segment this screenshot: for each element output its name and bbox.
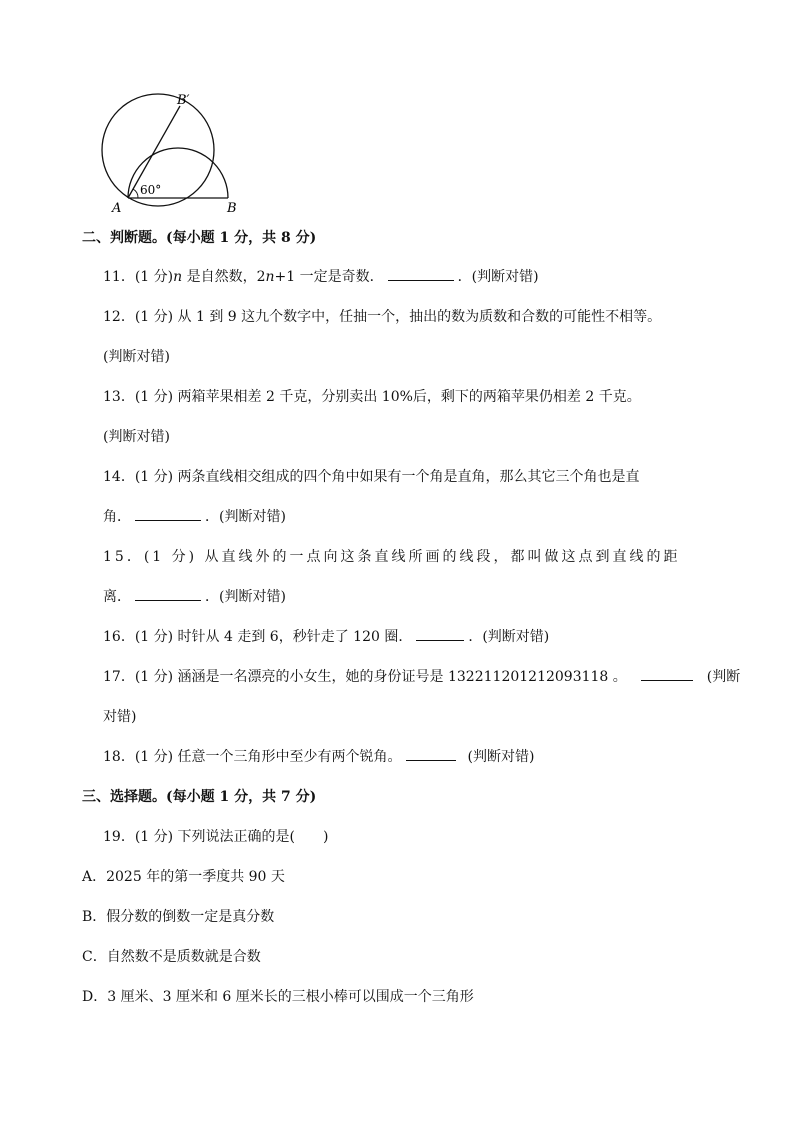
q19-option-d[interactable]: D．3 厘米、3 厘米和 6 厘米长的三根小棒可以围成一个三角形 xyxy=(82,989,474,1005)
q11-var-n: n xyxy=(173,269,183,285)
point-b-prime-label: B′ xyxy=(177,93,190,108)
q18-text-b: (判断对错) xyxy=(467,749,535,765)
q19-option-c[interactable]: C．自然数不是质数就是合数 xyxy=(82,949,261,965)
q11-answer-blank[interactable] xyxy=(388,266,454,281)
q11-text-a: 是自然数，2 xyxy=(182,269,266,285)
q11-suffix: ．(判断对错) xyxy=(457,269,539,285)
q15-answer-blank[interactable] xyxy=(135,586,201,601)
q14-answer-blank[interactable] xyxy=(135,506,201,521)
section-2-heading: 二、判断题。(每小题 1 分，共 8 分) xyxy=(82,230,317,246)
q14-line1: 14．(1 分) 两条直线相交组成的四个角中如果有一个角是直角，那么其它三个角也是直 xyxy=(103,469,640,485)
question-17 xyxy=(103,666,740,686)
q15-line2-b: ．(判断对错) xyxy=(205,589,286,605)
angle-label: 60° xyxy=(140,183,162,197)
q18-answer-blank[interactable] xyxy=(406,746,456,761)
q16-text-a: 16．(1 分) 时针从 4 走到 6，秒针走了 120 圈． xyxy=(103,629,413,645)
q17-text-a: 17．(1 分) 涵涵是一名漂亮的小女生，她的身份证号是 132211201212093118 。 xyxy=(103,669,627,685)
q14-line2 xyxy=(103,506,286,526)
q15-line2 xyxy=(103,586,286,606)
q19-option-a[interactable]: A．2025 年的第一季度共 90 天 xyxy=(82,869,285,885)
q14-line2-b: ．(判断对错) xyxy=(205,509,286,525)
q11-var-n2: n xyxy=(265,269,275,285)
q16-text-b: ．(判断对错) xyxy=(468,629,550,645)
question-18 xyxy=(103,746,534,766)
q13-line2: (判断对错) xyxy=(103,429,170,445)
q17-line2: 对错) xyxy=(103,709,137,725)
question-11 xyxy=(103,266,539,286)
q12-line1: 12．(1 分) 从 1 到 9 这九个数字中，任抽一个，抽出的数为质数和合数的可能性不相等。 xyxy=(103,309,662,325)
point-a-label: A xyxy=(112,201,122,216)
q15-line1: 15．(1 分) 从直线外的一点向这条直线所画的线段，都叫做这点到直线的距 xyxy=(103,549,681,565)
q15-line2-a: 离． xyxy=(103,589,131,605)
q19-option-b[interactable]: B．假分数的倒数一定是真分数 xyxy=(82,909,275,925)
q12-line2: (判断对错) xyxy=(103,349,170,365)
angle-arc xyxy=(133,189,138,198)
section-3-heading: 三、选择题。(每小题 1 分，共 7 分) xyxy=(82,789,317,805)
point-b-label: B xyxy=(227,201,237,216)
q16-answer-blank[interactable] xyxy=(416,626,464,641)
q14-line2-a: 角． xyxy=(103,509,131,525)
circle-semicircle-diagram xyxy=(94,92,244,217)
q11-number: 11．(1 分) xyxy=(103,269,174,285)
question-16 xyxy=(103,626,549,646)
q11-text-b: +1 一定是奇数． xyxy=(274,269,384,285)
q13-line1: 13．(1 分) 两箱苹果相差 2 千克，分别卖出 10%后，剩下的两箱苹果仍相差 2 千克。 xyxy=(103,389,641,405)
q17-text-b: (判断 xyxy=(706,669,741,685)
q18-text-a: 18．(1 分) 任意一个三角形中至少有两个锐角。 xyxy=(103,749,402,765)
q19-stem: 19．(1 分) 下列说法正确的是( ) xyxy=(103,829,329,845)
geometry-figure xyxy=(94,92,244,217)
q17-answer-blank[interactable] xyxy=(641,666,693,681)
